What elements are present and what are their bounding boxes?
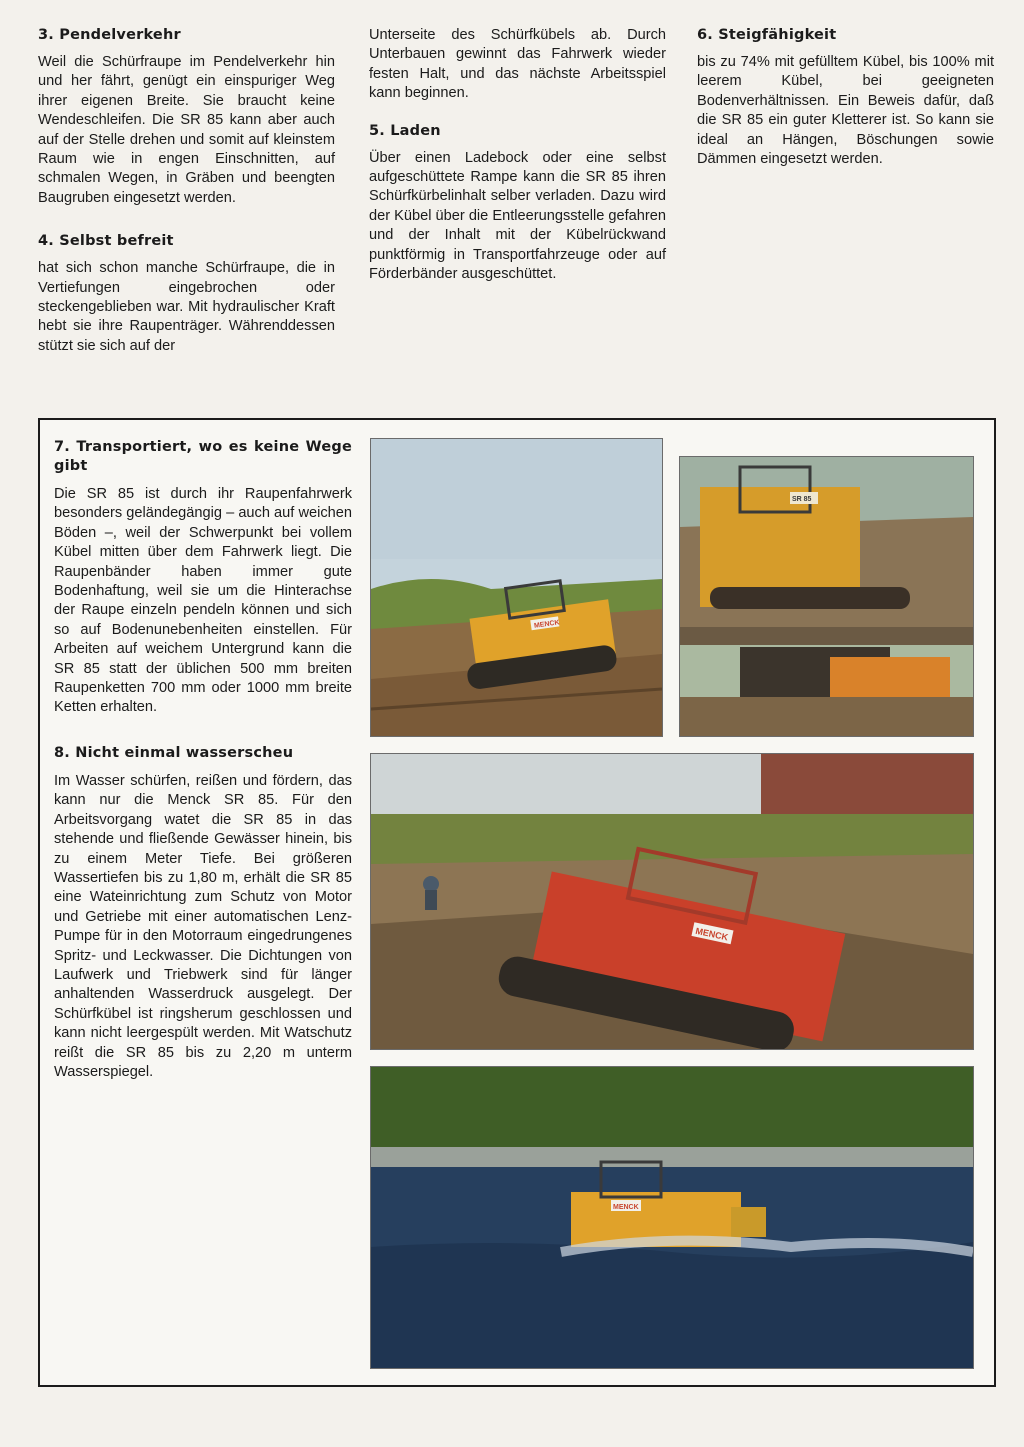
section-heading: 7. Transportiert, wo es keine Wege gibt [54,439,352,474]
photo-badge-text: SR 85 [792,496,812,503]
section-heading: 4. Selbst befreit [38,233,174,250]
photo-scraper-on-slope [370,438,663,737]
photo-badge-text: MENCK [533,619,561,630]
photo-panel [38,418,996,1387]
photo-badge-text: MENCK [613,1204,639,1211]
section-body: Über einen Ladebock oder eine selbst aufgeschüttete Rampe kann die SR 85 ihren Schürfkürbelinhalt selber verladen. Dazu wird der Kübel über die Entleerungsstelle gefahren und der Inhalt mit der Kübelrückwand punktförmig in Transportfahrzeuge oder auf Förderbänder ausgeschüttet. [369,149,666,283]
section-heading: 5. Laden [369,122,441,139]
text-column-right [697,26,994,169]
text-column-left [38,26,335,356]
section-body: Die SR 85 ist durch ihr Raupenfahrwerk besonders geländegängig – auch auf weichen Böden –, weil der Schwerpunkt bei vollem Kübel mitten über dem Fahrwerk liegt. Die Raupenbänder haben immer gute Bodenhaftung, weil sie um die Hinterachse der Raupe einzeln pendeln können und sich so auf Bodenunebenheiten einstellen. Für Arbeiten auf weichem Untergrund kann die SR 85 statt der üblichen 500 mm breiten Raupenketten 700 mm oder 1000 mm breite Ketten erhalten. [54,486,352,716]
section-heading: 8. Nicht einmal wasserscheu [54,744,294,761]
section-body: Unterseite des Schürfkübels ab. Durch Unterbauen gewinnt das Fahrwerk wieder festen Halt, und das nächste Arbeitsspiel kann beginnen. [369,27,666,102]
panel-text-column [54,438,352,1082]
text-column-middle [369,26,666,284]
photo-badge-text: MENCK [694,925,729,943]
photo-scraper-loading-ramp [679,456,974,737]
photo-scraper-in-water [370,1066,974,1369]
section-heading: 3. Pendelverkehr [38,27,181,43]
section-heading: 6. Steigfähigkeit [697,27,837,43]
section-body: Weil die Schürfraupe im Pendelverkehr hin und her fährt, genügt ein einspuriger Weg ihrer eigenen Breite. Sie braucht keine Wendeschleifen. Die SR 85 kann aber auch auf der Stelle drehen und somit auf kleinstem Raum wie in engen Einschnitten, auf schmalen Wegen, in Gräben und beengten Baugruben eingesetzt werden. [38,54,335,206]
section-body: hat sich schon manche Schürfraupe, die in Vertiefungen eingebrochen oder steckengeblieben war. Mit hydraulischer Kraft hebt sie ihre Raupenträger. Währenddessen stützt sie sich auf der [38,260,335,354]
section-body: Im Wasser schürfen, reißen und fördern, das kann nur die Menck SR 85. Für den Arbeitsvorgang watet die SR 85 in das stehende und fließende Gewässer hinein, bis zu einem Meter Tiefe. Bei größeren Wassertiefen bis zu 1,80 m, erhält die SR 85 eine Wateinrichtung zum Schutz von Motor und Getriebe mit einer automatischen Lenz-Pumpe für in den Motorraum eingedrungenes Spritz- und Leckwasser. Die Dichtungen von Laufwerk und Triebwerk sind für länger anhaltenden Wasserdruck ausgelegt. Der Schürfkübel ist ringsherum geschlossen und kann nicht leergespült werden. Mit Watschutz reißt die SR 85 bis zu 2,20 m unterm Wasserspiegel. [54,772,352,1080]
photo-red-scraper-excavation [370,753,974,1050]
section-body: bis zu 74% mit gefülltem Kübel, bis 100% mit leerem Kübel, bei geeigneten Bodenverhältnissen. Ein Beweis dafür, daß die SR 85 ein guter Kletterer ist. So kann sie ideal an Hängen, Böschungen sowie Dämmen eingesetzt werden. [697,54,994,168]
